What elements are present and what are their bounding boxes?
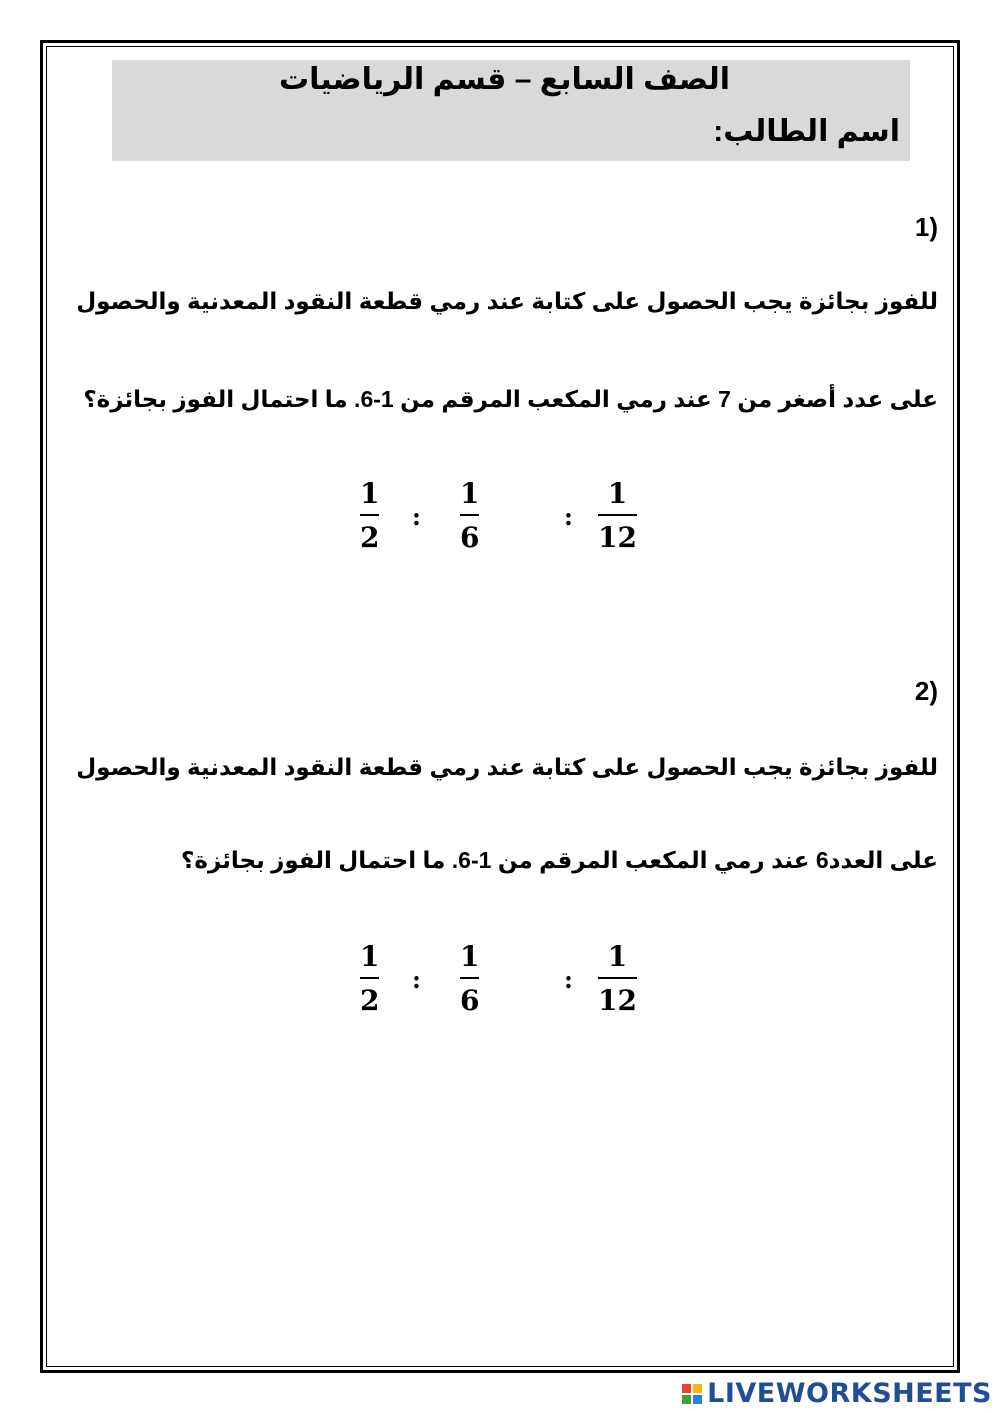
option-numerator: 1 — [360, 940, 380, 973]
option-fraction-twelfth[interactable] — [598, 477, 637, 554]
option-numerator: 1 — [607, 477, 628, 510]
option-denominator: 6 — [460, 521, 480, 554]
option-fraction-half[interactable] — [360, 477, 380, 554]
worksheet-title: الصف السابع – قسم الرياضيات — [278, 63, 730, 96]
option-numerator: 1 — [460, 940, 480, 973]
question-2-line-2: على العدد6 عند رمي المكعب المرقم من 1-6. ما احتمال الفوز بجائزة؟ — [181, 847, 938, 873]
logo-square-blue — [693, 1395, 702, 1404]
question-1-options — [340, 477, 660, 570]
page-border-inner — [46, 46, 954, 1367]
option-numerator: 1 — [460, 477, 480, 510]
option-separator: : — [412, 502, 421, 531]
option-denominator: 6 — [460, 984, 480, 1017]
question-2-number: 2) — [914, 676, 938, 706]
liveworksheets-logo[interactable] — [682, 1378, 992, 1409]
option-fraction-sixth[interactable] — [460, 477, 480, 554]
question-1-line-1: للفوز بجائزة يجب الحصول على كتابة عند رمي قطعة النقود المعدنية والحصول — [76, 288, 938, 314]
option-denominator: 12 — [598, 984, 637, 1017]
liveworksheets-icon — [682, 1384, 702, 1404]
option-separator: : — [564, 502, 573, 531]
question-1-number: 1) — [914, 212, 938, 242]
option-denominator: 2 — [360, 521, 380, 554]
option-separator: : — [412, 965, 421, 994]
logo-square-yellow — [693, 1384, 702, 1393]
logo-square-green — [682, 1395, 691, 1404]
option-fraction-sixth[interactable] — [460, 940, 480, 1017]
logo-square-red — [682, 1384, 691, 1393]
question-2-options — [340, 940, 660, 1033]
option-separator: : — [564, 965, 573, 994]
question-2-line-1: للفوز بجائزة يجب الحصول على كتابة عند رمي قطعة النقود المعدنية والحصول — [76, 754, 938, 780]
question-1-line-2: على عدد أصغر من 7 عند رمي المكعب المرقم من 1-6. ما احتمال الفوز بجائزة؟ — [83, 386, 938, 412]
brand-text: LIVEWORKSHEETS — [707, 1378, 992, 1409]
option-denominator: 2 — [360, 984, 380, 1017]
option-fraction-half[interactable] — [360, 940, 380, 1017]
option-numerator: 1 — [607, 940, 628, 973]
student-name-label: اسم الطالب: — [713, 115, 900, 148]
option-denominator: 12 — [598, 521, 637, 554]
option-numerator: 1 — [360, 477, 380, 510]
option-fraction-twelfth[interactable] — [598, 940, 637, 1017]
